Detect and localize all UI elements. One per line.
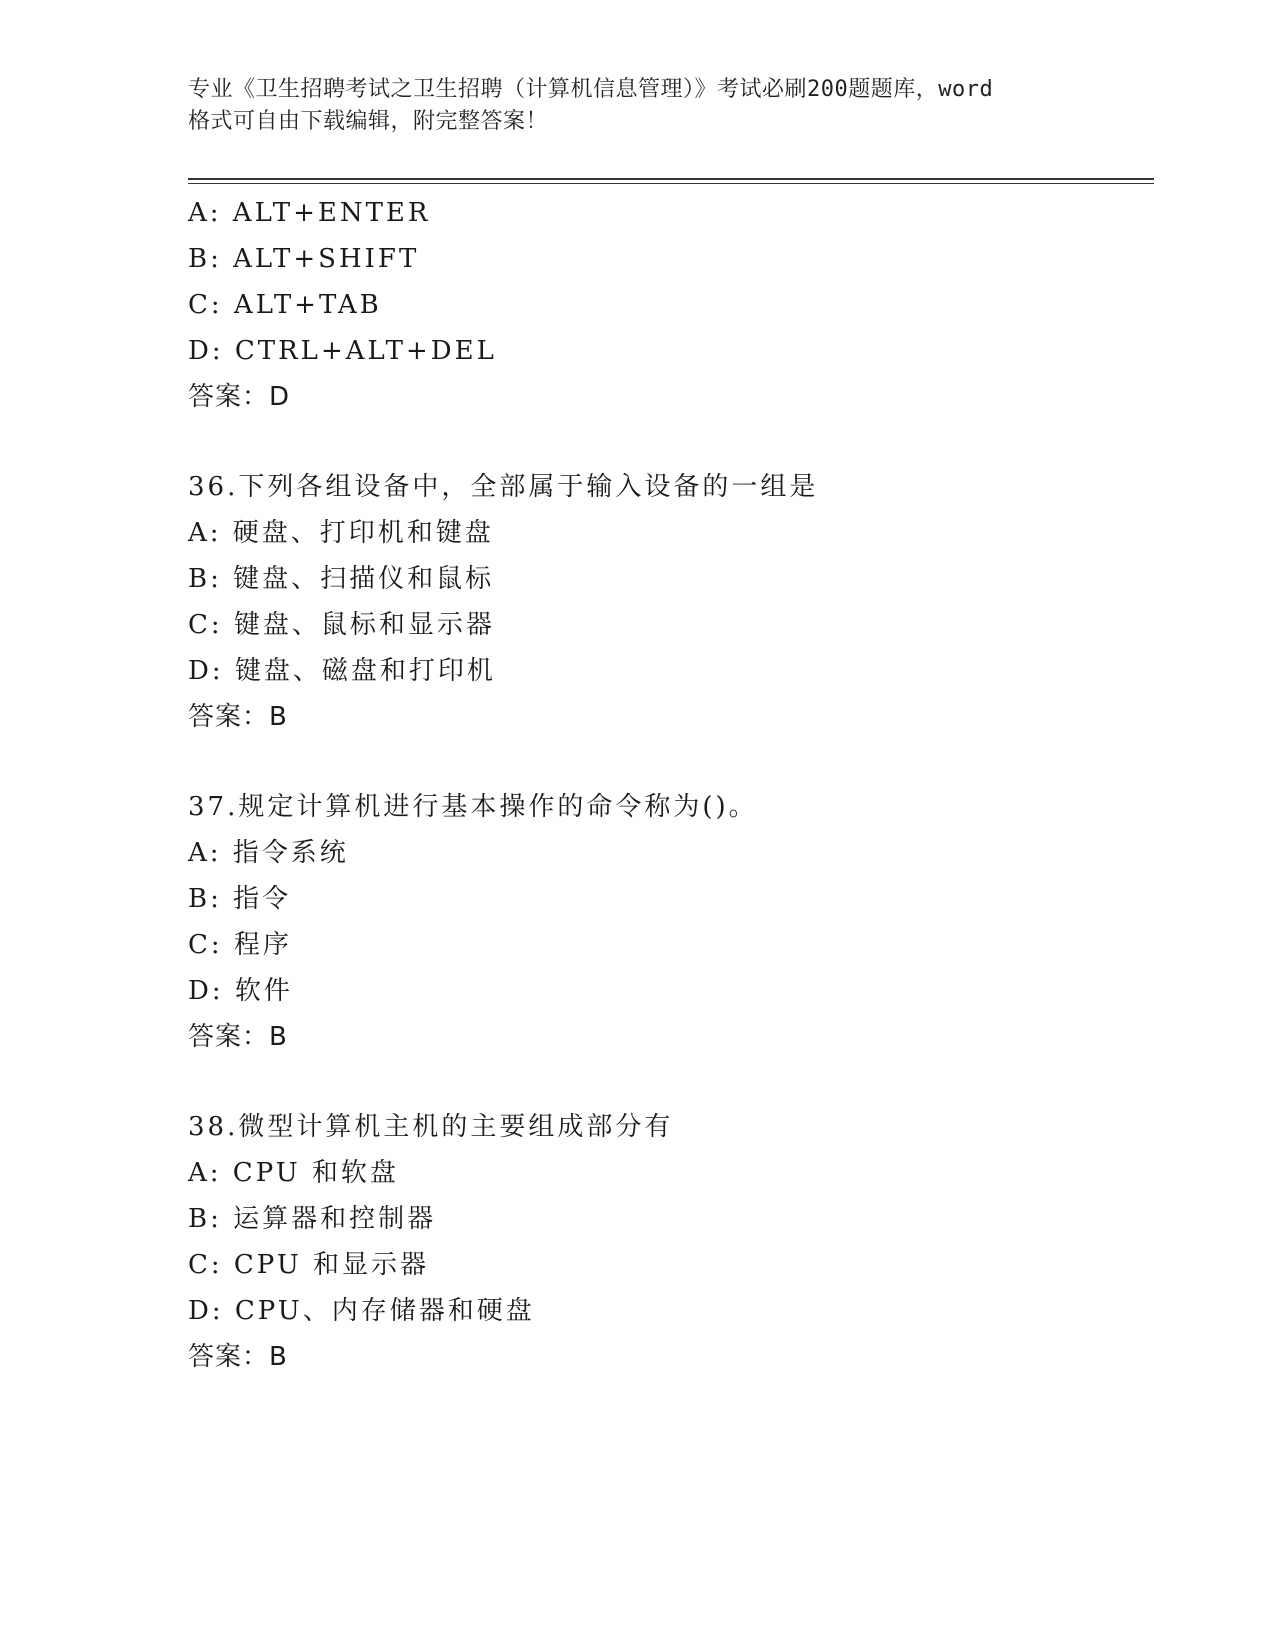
option-d: D: 软件 (188, 976, 293, 1006)
answer-line: 答案：B (188, 702, 288, 732)
question-text: 37.规定计算机进行基本操作的命令称为()。 (188, 792, 758, 822)
question-block-35 (188, 190, 1148, 420)
option-b: B: ALT+SHIFT (188, 244, 420, 274)
option-a: A: ALT+ENTER (188, 198, 431, 228)
option-a: A: CPU 和软盘 (188, 1158, 399, 1188)
option-d: D: CTRL+ALT+DEL (188, 336, 497, 366)
option-c: C: 程序 (188, 930, 292, 960)
question-list (188, 190, 1148, 1380)
option-c: C: 键盘、鼠标和显示器 (188, 610, 495, 640)
question-text: 36.下列各组设备中，全部属于输入设备的一组是 (188, 472, 819, 502)
option-a: A: 硬盘、打印机和键盘 (188, 518, 494, 548)
option-a: A: 指令系统 (188, 838, 349, 868)
header-line-2: 格式可自由下载编辑，附完整答案！ (188, 109, 549, 134)
option-d: D: 键盘、磁盘和打印机 (188, 656, 496, 686)
spacer (188, 740, 1148, 784)
option-c: C: CPU 和显示器 (188, 1250, 430, 1280)
option-c: C: ALT+TAB (188, 290, 382, 320)
option-b: B: 指令 (188, 884, 292, 914)
question-block-36 (188, 464, 1148, 740)
header-divider-thin (188, 183, 1154, 184)
answer-line: 答案：B (188, 1022, 288, 1052)
question-text: 38.微型计算机主机的主要组成部分有 (188, 1112, 674, 1142)
question-block-38 (188, 1104, 1148, 1380)
document-header (188, 74, 1088, 138)
option-b: B: 键盘、扫描仪和鼠标 (188, 564, 495, 594)
question-block-37 (188, 784, 1148, 1060)
spacer (188, 420, 1148, 464)
option-d: D: CPU、内存储器和硬盘 (188, 1296, 535, 1326)
answer-line: 答案：D (188, 382, 291, 412)
answer-line: 答案：B (188, 1342, 288, 1372)
spacer (188, 1060, 1148, 1104)
option-b: B: 运算器和控制器 (188, 1204, 437, 1234)
header-line-1: 专业《卫生招聘考试之卫生招聘（计算机信息管理）》考试必刷200题题库，word (188, 77, 994, 102)
header-divider-thick (188, 178, 1154, 180)
